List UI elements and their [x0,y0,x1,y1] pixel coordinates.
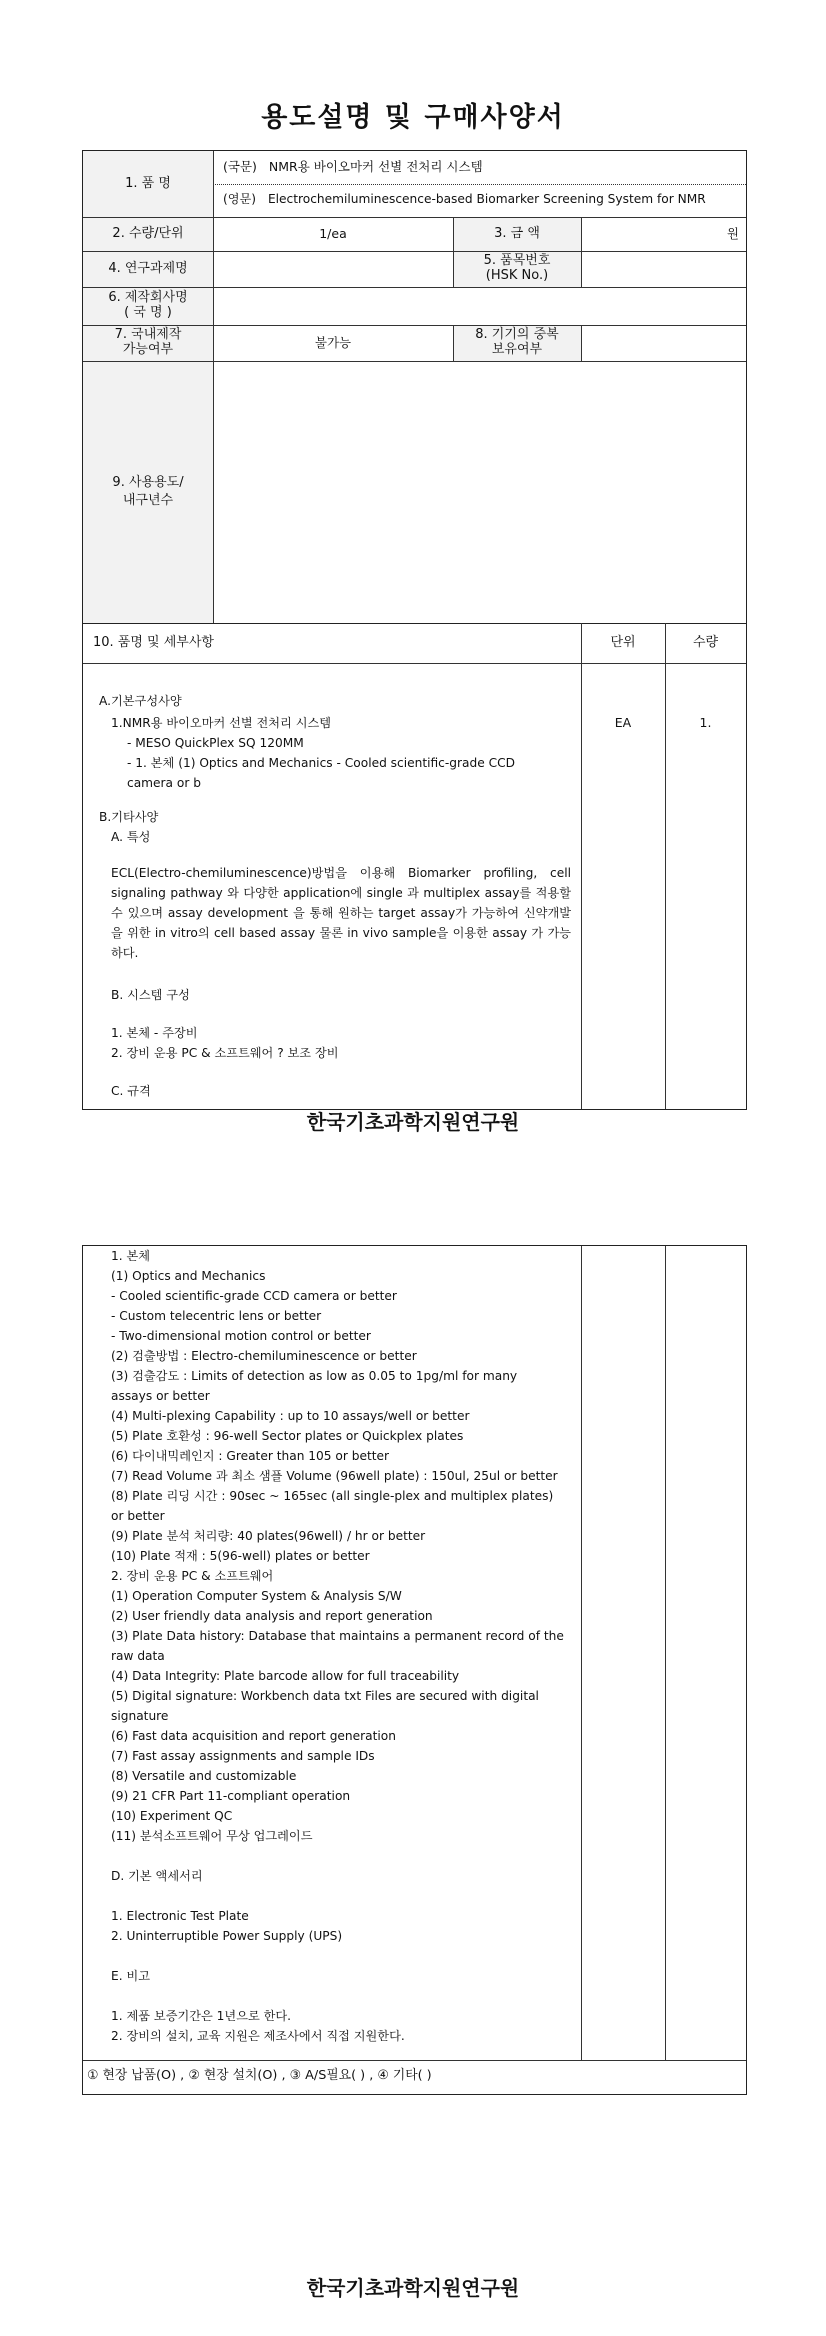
maker-label-line2: ( 국 명 ) [124,305,172,320]
spec-line: (1) Operation Computer System & Analysis S/W [111,1589,402,1603]
usage-label [83,361,213,623]
spec-line: (7) Read Volume 과 최소 샘플 Volume (96well plate) : 150ul, 25ul or better [111,1469,558,1483]
spec-line: (1) Optics and Mechanics [111,1269,266,1283]
qty-value: 1/ea [319,225,347,241]
item-name-kr-tag: (국문) [223,159,257,174]
domestic-label-line2: 가능여부 [122,342,174,357]
domestic-label [83,325,213,361]
project-label: 4. 연구과제명 [83,251,213,287]
duplicate-label-line2: 보유여부 [491,342,543,357]
spec-line: D. 기본 액세서리 [111,1869,203,1883]
spec-line: 1. 제품 보증기간은 1년으로 한다. [111,2009,292,2023]
page-title: 용도설명 및 구매사양서 [261,102,565,133]
spec-line: (3) Plate Data history: Database that maintains a permanent record of the [111,1629,564,1643]
spec-row-unit: EA [614,714,632,730]
spec-header-title: 10. 품명 및 세부사항 [93,634,214,650]
delivery-options: ① 현장 납품(O) , ② 현장 설치(O) , ③ A/S필요( ) , ④ 기타( ) [87,2067,432,2083]
item-name-kr-value: NMR용 바이오마커 선별 전처리 시스템 [268,159,483,174]
divider [581,251,582,287]
divider [453,251,454,287]
spec-line: (3) 검출감도 : Limits of detection as low as 0.05 to 1pg/ml for many [111,1369,518,1383]
spec-line: (10) Experiment QC [111,1809,233,1823]
spec-line: (5) Plate 호환성 : 96-well Sector plates or Quickplex plates [111,1429,464,1443]
divider [581,623,582,1109]
divider [665,1246,666,2060]
spec-header-unit: 단위 [610,634,636,650]
divider [581,217,582,251]
item-name-en [223,192,748,212]
spec-line: (6) Fast data acquisition and report generation [111,1729,396,1743]
spec-line: or better [111,1509,165,1523]
amount-unit: 원 [726,225,739,241]
spec-line: (11) 분석소프트웨어 무상 업그레이드 [111,1829,313,1843]
maker-label [83,287,213,325]
divider [83,663,746,664]
divider [83,623,746,624]
spec-line: (6) 다이내믹레인지 : Greater than 105 or better [111,1449,390,1463]
spec-line: (8) Plate 리딩 시간 : 90sec ~ 165sec (all single-plex and multiplex plates) [111,1489,554,1503]
spec-line: signature [111,1709,169,1723]
item-name-label: 1. 품 명 [83,151,213,217]
spec-b-line-4: 2. 장비 운용 PC & 소프트웨어 ? 보조 장비 [111,1046,339,1060]
spec-line: (4) Multi-plexing Capability : up to 10 assays/well or better [111,1409,470,1423]
spec-b-line-5: C. 규격 [111,1084,151,1098]
spec-a-line-2: - MESO QuickPlex SQ 120MM [127,736,304,750]
spec-row-qty: 1. [699,714,712,730]
hsk-label [453,251,581,287]
spec-line: (8) Versatile and customizable [111,1769,297,1783]
item-name-kr [223,159,743,179]
hsk-label-line2: (HSK No.) [485,268,549,283]
spec-line: assays or better [111,1389,210,1403]
spec-line: 2. 장비 운용 PC & 소프트웨어 [111,1569,274,1583]
spec-a-heading: A.기본구성사양 [99,694,182,708]
domestic-label-line1: 7. 국내제작 [114,327,182,343]
duplicate-label [453,325,581,361]
spec-header-qty: 수량 [692,634,719,650]
spec-b-line-3: 1. 본체 - 주장비 [111,1026,198,1040]
spec-line: (9) 21 CFR Part 11-compliant operation [111,1789,351,1803]
spec-line: (4) Data Integrity: Plate barcode allow for full traceability [111,1669,460,1683]
divider [83,361,746,362]
spec-a-line-4: camera or b [127,776,201,790]
divider [453,325,454,361]
spec-b-paragraph: ECL(Electro-chemiluminescence)방법을 이용해 Biomarker profiling, cell signaling pathway 와 다양한 application에 single 과 multiplex assay를 적용할 수 있으며 assay development 을 통해 원하는 target assay가 가능하여 신약개발을 위한 in vitro의 cell based assay 물론 in vivo sample을 이용한 assay 가 가능하다. [111,866,571,960]
spec-line: (5) Digital signature: Workbench data txt Files are secured with digital [111,1689,539,1703]
item-name-en-value: Electrochemiluminescence-based Biomarker Screening System for NMR [267,192,706,206]
domestic-value: 불가능 [314,334,352,350]
usage-label-line2: 내구년수 [122,493,174,508]
hsk-label-line1: 5. 품목번호 [483,253,551,269]
duplicate-label-line1: 8. 기기의 중복 [475,327,559,343]
spec-line: 1. 본체 [111,1249,151,1263]
divider [83,287,746,288]
spec-line: - Two-dimensional motion control or better [111,1329,371,1343]
spec-line: (2) User friendly data analysis and report generation [111,1609,433,1623]
spec-line: E. 비고 [111,1969,150,1983]
spec-line: 1. Electronic Test Plate [111,1909,249,1923]
spec-a-line-1: 1.NMR용 바이오마커 선별 전처리 시스템 [111,716,332,730]
divider [665,623,666,1109]
divider [83,325,746,326]
spec-line: raw data [111,1649,165,1663]
divider [83,251,746,252]
spec-line: (9) Plate 분석 처리량: 40 plates(96well) / hr or better [111,1529,426,1543]
maker-label-line1: 6. 제작회사명 [108,290,188,306]
spec-line: (2) 검출방법 : Electro-chemiluminescence or better [111,1349,417,1363]
spec-line: (7) Fast assay assignments and sample IDs [111,1749,375,1763]
spec-b-line-2: B. 시스템 구성 [111,988,190,1002]
amount-label: 3. 금 액 [453,217,581,251]
spec-b-heading: B.기타사양 [99,810,159,824]
divider [581,325,582,361]
spec-line: - Cooled scientific-grade CCD camera or better [111,1289,397,1303]
spec-b-line-1: A. 특성 [111,830,151,844]
org-footer-1: 한국기초과학지원연구원 [306,1110,520,1134]
divider [453,217,454,251]
divider [213,184,746,185]
qty-label: 2. 수량/단위 [83,217,213,251]
spec-form-page-1 [82,150,747,1110]
spec-line: (10) Plate 적재 : 5(96-well) plates or better [111,1549,370,1563]
spec-line: - Custom telecentric lens or better [111,1309,322,1323]
spec-line: 2. 장비의 설치, 교육 지원은 제조사에서 직접 지원한다. [111,2029,405,2043]
divider [83,217,746,218]
spec-a-line-3: - 1. 본체 (1) Optics and Mechanics - Cooled scientific-grade CCD [127,756,516,770]
divider [83,2060,746,2061]
divider [213,151,214,623]
spec-line: 2. Uninterruptible Power Supply (UPS) [111,1929,343,1943]
spec-form-page-2 [82,1245,747,2095]
org-footer-2: 한국기초과학지원연구원 [306,2276,520,2300]
divider [581,1246,582,2060]
usage-label-line1: 9. 사용용도/ [112,475,184,491]
item-name-en-tag: (영문) [223,192,257,206]
